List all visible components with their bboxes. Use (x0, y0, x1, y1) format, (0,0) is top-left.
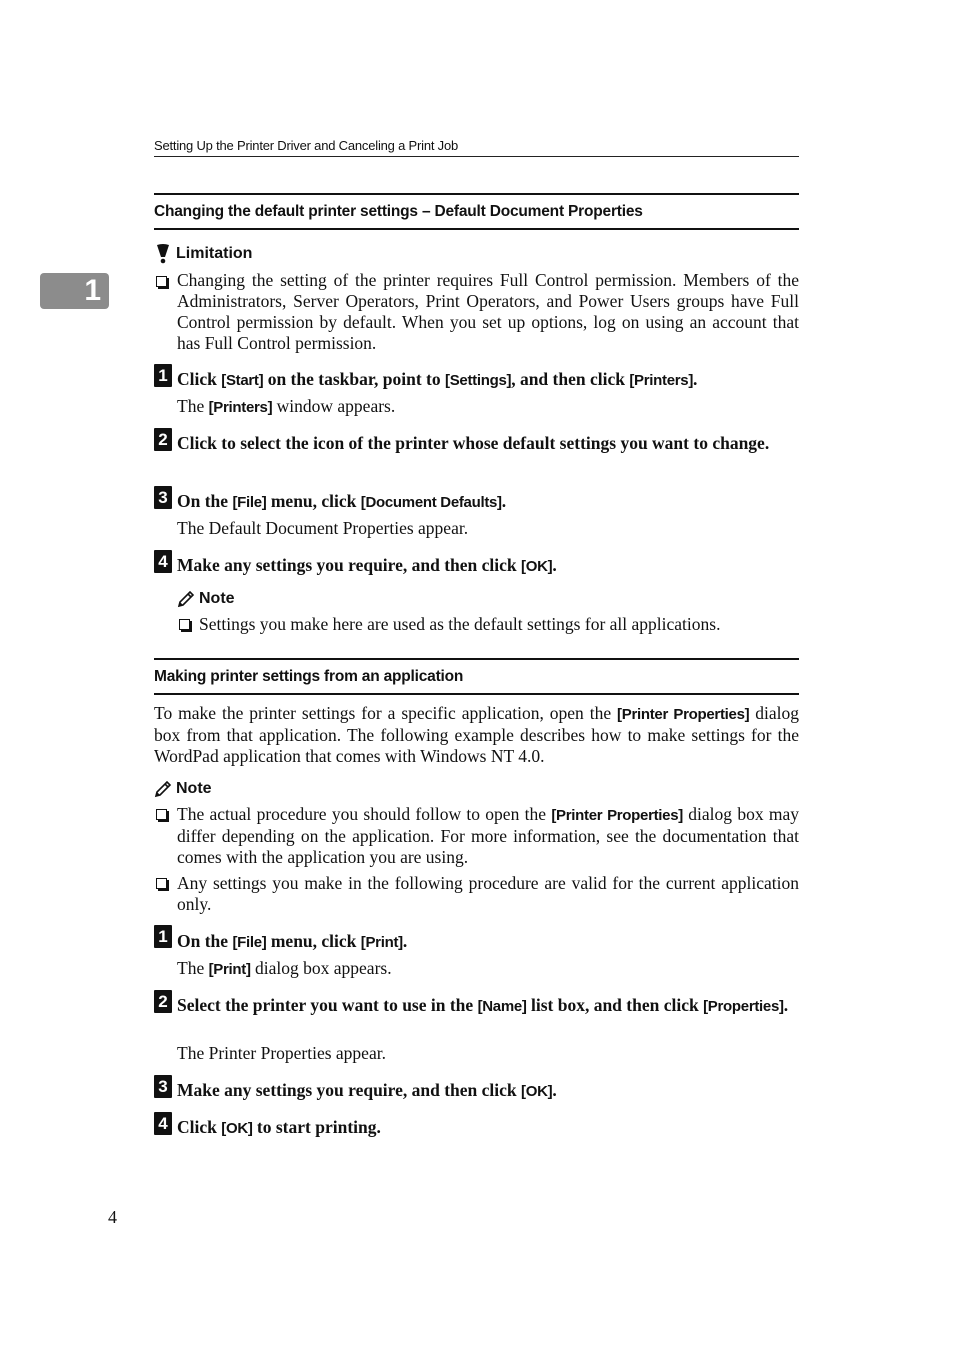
step-result: The Printer Properties appear. (177, 1043, 386, 1063)
start-button-ref: [Start] (221, 372, 264, 389)
pencil-icon (177, 590, 195, 608)
settings-menu-ref: [Settings] (445, 372, 512, 389)
step-number-2: 2 (154, 428, 172, 451)
step-instruction: Click [Start] on the taskbar, point to [Settings], and then click [Printers]. (177, 369, 698, 389)
section-title: Making printer settings from an application (154, 667, 464, 685)
checkbox-bullet-icon (156, 809, 167, 820)
section-heading-default-properties (154, 193, 799, 230)
step-instruction: Make any settings you require, and then click [OK]. (177, 555, 557, 575)
exclamation-icon (154, 244, 172, 264)
step-number-3: 3 (154, 486, 172, 509)
step-instruction: Click to select the icon of the printer whose default settings you want to change. (177, 433, 770, 453)
step-number-4: 4 (154, 550, 172, 573)
chapter-tab: 1 (40, 273, 109, 309)
step-instruction: Select the printer you want to use in the [Name] list box, and then click [Properties]. (177, 995, 789, 1015)
note-label: Note (199, 590, 235, 607)
note-text: Settings you make here are used as the default settings for all applications. (199, 614, 721, 634)
pencil-icon (154, 780, 172, 798)
step-result: The Default Document Properties appear. (177, 518, 469, 538)
step-instruction: On the [File] menu, click [Document Defaults]. (177, 491, 507, 511)
step-result: The [Printers] window appears. (177, 396, 396, 416)
section-title: Changing the default printer settings – Default Document Properties (154, 202, 643, 220)
note-item: Any settings you make in the following procedure are valid for the current application only. (177, 873, 799, 914)
note-heading (177, 590, 235, 608)
step-number-1: 1 (154, 364, 172, 387)
note-heading (154, 780, 212, 798)
note-item: The actual procedure you should follow to open the [Printer Properties] dialog box may differ depending on the application. For more information, see the documentation that comes with the application you are using. (177, 804, 800, 867)
step-instruction: Make any settings you require, and then click [OK]. (177, 1080, 557, 1100)
checkbox-bullet-icon (156, 276, 167, 287)
step-number-3: 3 (154, 1075, 172, 1098)
limitation-label: Limitation (176, 245, 253, 262)
section-intro: To make the printer settings for a specific application, open the [Printer Properties] dialog box from that application. The following example describes how to make settings for the WordPad application that comes with Windows NT 4.0. (154, 703, 799, 766)
checkbox-bullet-icon (156, 878, 167, 889)
printers-menu-ref: [Printers] (629, 372, 694, 389)
step-number-1: 1 (154, 925, 172, 948)
page-number: 4 (108, 1207, 117, 1227)
step-instruction: Click [OK] to start printing. (177, 1117, 381, 1137)
limitation-text: Changing the setting of the printer requires Full Control permission. Members of the Administrators, Server Operators, Print Operators, and Power Users groups have Full Control permission by default. When you set up options, log on using an account that has Full Control permission. (177, 270, 799, 353)
section-heading-application-settings (154, 658, 799, 695)
running-header: Setting Up the Printer Driver and Canceling a Print Job (154, 138, 799, 157)
limitation-heading (154, 244, 252, 264)
checkbox-bullet-icon (179, 619, 190, 630)
note-label: Note (176, 780, 212, 797)
step-result: The [Print] dialog box appears. (177, 958, 392, 978)
step-instruction: On the [File] menu, click [Print]. (177, 931, 408, 951)
step-number-4: 4 (154, 1112, 172, 1135)
step-number-2: 2 (154, 990, 172, 1013)
